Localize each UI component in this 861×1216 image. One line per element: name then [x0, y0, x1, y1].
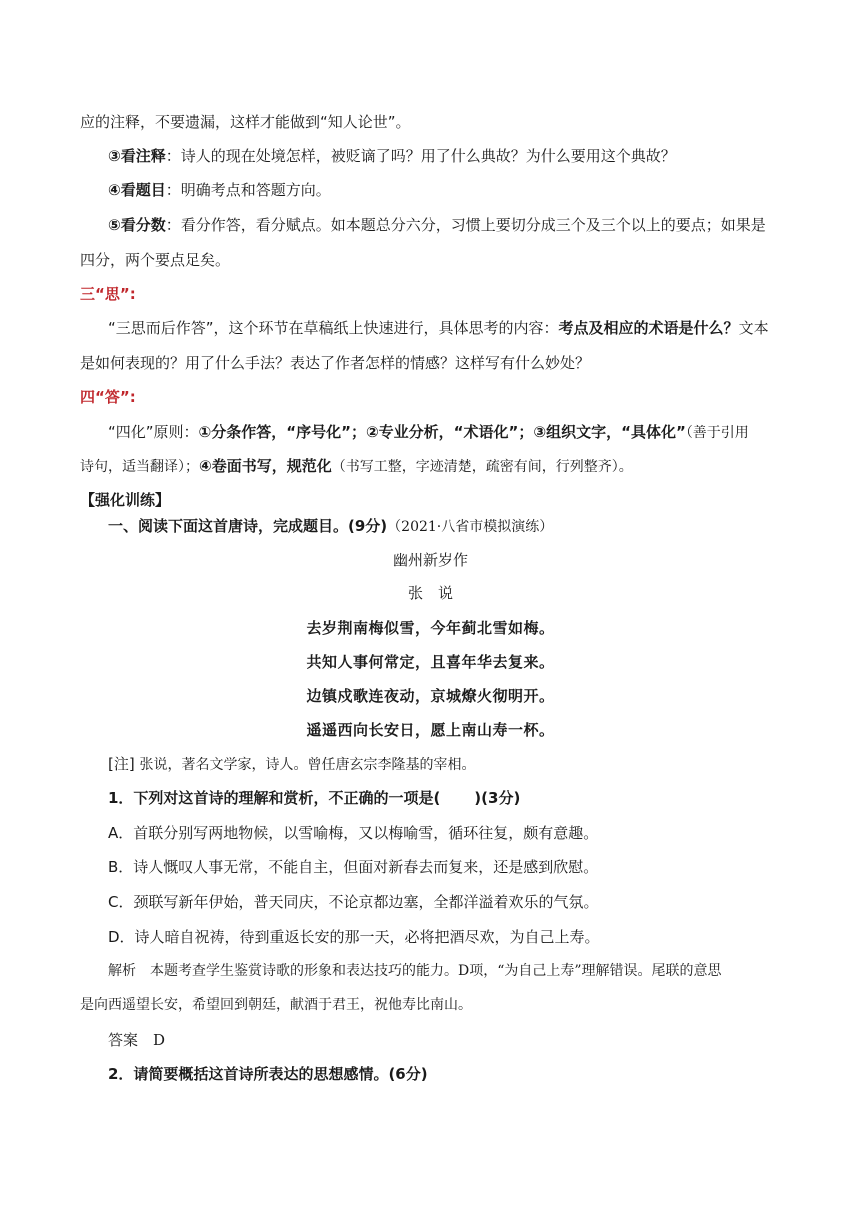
- poem-line: 遥遥西向长安日，愿上南山寿一杯。: [306, 721, 555, 739]
- poem-line: 边镇戍歌连夜动，京城燎火彻明开。: [306, 687, 555, 705]
- da-text-b: ①分条作答，“序号化”；②专业分析，“术语化”；③组织文字，“具体化”: [198, 423, 686, 441]
- item-4-label: ④看题目: [108, 181, 166, 199]
- si-text-c: 文本: [738, 319, 769, 337]
- item-3: [108, 146, 676, 166]
- item-4-text: ：明确考点和答题方向。: [165, 181, 331, 199]
- section-si-paragraph: [108, 318, 769, 338]
- da-text-d: 诗句，适当翻译）；: [80, 459, 199, 475]
- item-5: [108, 215, 766, 235]
- question-1-stem: [108, 788, 520, 808]
- section-heading-si: 三“思”:: [80, 285, 136, 303]
- item-3-label: ③看注释: [108, 147, 166, 165]
- analysis-label: 解析: [108, 963, 136, 979]
- item-5-text: ：看分作答，看分赋点。如本题总分六分，习惯上要切分成三个及三个以上的要点；如果是: [165, 216, 766, 234]
- question-title: [108, 516, 553, 537]
- question-1-stem-b: )(3分): [474, 789, 521, 807]
- question-1-stem-a: 1．下列对这首诗的理解和赏析，不正确的一项是(: [108, 789, 441, 807]
- si-text-b: 考点及相应的术语是什么？: [558, 319, 739, 337]
- poem-line: 共知人事何常定，且喜年华去复来。: [306, 653, 555, 671]
- option-b: B．诗人慨叹人事无常，不能自主，但面对新春去而复来，还是感到欣慰。: [108, 858, 599, 876]
- option-d: D．诗人暗自祝祷，待到重返长安的那一天，必将把酒尽欢，为自己上寿。: [108, 928, 600, 946]
- da-text-e: ④卷面书写，规范化: [199, 457, 332, 475]
- analysis: [108, 961, 722, 981]
- note-text: 张说，著名文学家，诗人。曾任唐玄宗李隆基的宰相。: [139, 757, 476, 773]
- analysis-cont: 是向西遥望长安，希望回到朝廷，献酒于君王，祝他寿比南山。: [80, 997, 472, 1013]
- section-da-paragraph-cont: [80, 456, 633, 477]
- question-source: （2021·八省市模拟演练）: [387, 519, 554, 535]
- item-3-text: ：诗人的现在处境怎样，被贬谪了吗？用了什么典故？为什么要用这个典故？: [165, 147, 676, 165]
- poem-author: 张 说: [407, 584, 453, 602]
- poem-line: 去岁荆南梅似雪，今年蓟北雪如梅。: [306, 619, 555, 637]
- analysis-text: 本题考查学生鉴赏诗歌的形象和表达技巧的能力。D项，“为自己上寿”理解错误。尾联的意思: [150, 963, 722, 979]
- section-da-paragraph: [108, 422, 749, 443]
- training-heading: 【强化训练】: [80, 491, 171, 509]
- item-5-label: ⑤看分数: [108, 216, 166, 234]
- section-si-paragraph-cont: 是如何表现的？用了什么手法？表达了作者怎样的情感？这样写有什么妙处？: [80, 354, 591, 372]
- option-c: C．颈联写新年伊始，普天同庆，不论京都边塞，全都洋溢着欢乐的气氛。: [108, 893, 599, 911]
- item-5-continued: 四分，两个要点足矣。: [80, 251, 231, 269]
- question-title-text: 一、阅读下面这首唐诗，完成题目。(9分): [108, 517, 388, 535]
- da-text-f: （书写工整，字迹清楚，疏密有间，行列整齐）。: [331, 459, 633, 475]
- da-text-c: （善于引用: [685, 425, 749, 441]
- answer: [108, 1030, 165, 1050]
- answer-label: 答案: [108, 1031, 139, 1049]
- section-heading-da: 四“答”:: [80, 388, 136, 406]
- note: [108, 754, 476, 775]
- intro-line: 应的注释，不要遗漏，这样才能做到“知人论世”。: [80, 113, 411, 131]
- question-2-stem: 2．请简要概括这首诗所表达的思想感情。(6分): [108, 1065, 428, 1083]
- da-text-a: “四化”原则：: [108, 423, 199, 441]
- si-text-a: “三思而后作答”，这个环节在草稿纸上快速进行，具体思考的内容：: [108, 319, 559, 337]
- answer-value: D: [153, 1031, 166, 1049]
- poem-title: 幽州新岁作: [392, 551, 468, 569]
- item-4: [108, 180, 331, 200]
- note-label: [注]: [108, 755, 135, 773]
- option-a: A．首联分别写两地物候，以雪喻梅，又以梅喻雪，循环往复，颇有意趣。: [108, 824, 599, 842]
